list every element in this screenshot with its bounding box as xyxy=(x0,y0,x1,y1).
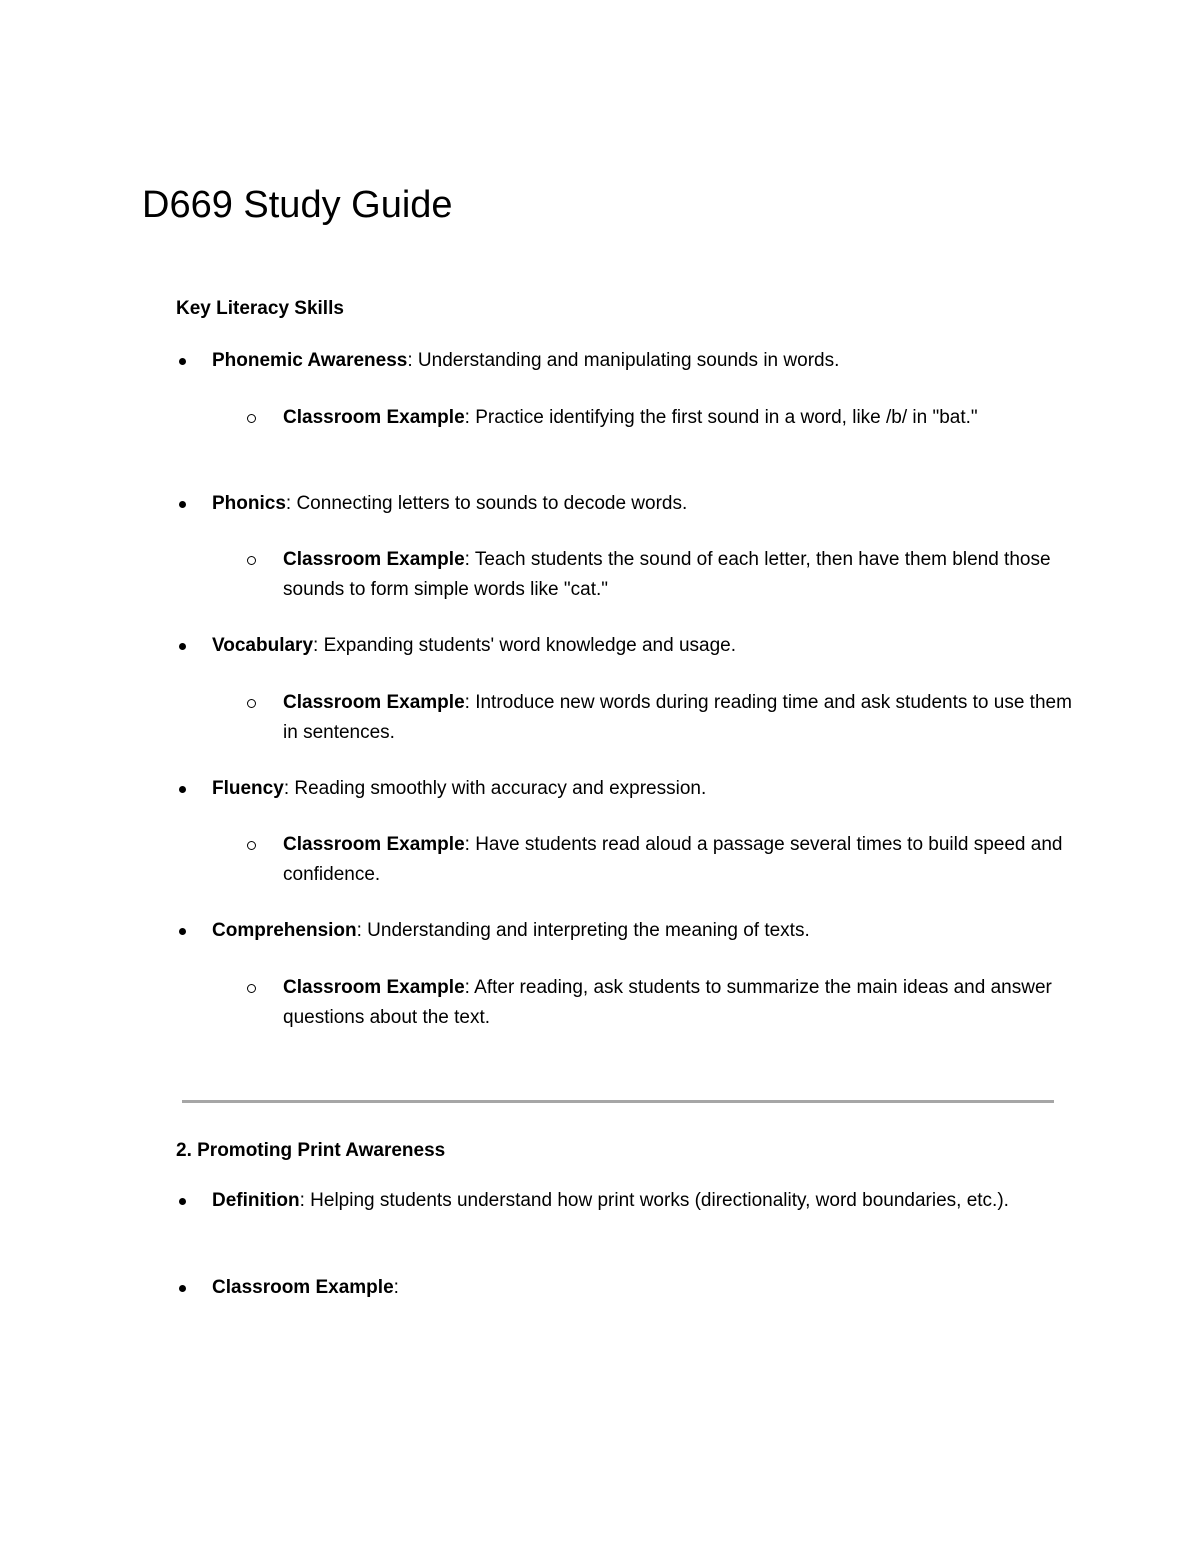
bullet-circle-icon xyxy=(247,414,256,423)
sub-item-classroom-example xyxy=(283,973,1073,1033)
section-heading-print-awareness: 2. Promoting Print Awareness xyxy=(176,1140,446,1161)
example-term: Classroom Example xyxy=(283,549,465,570)
example-term: Classroom Example xyxy=(283,834,465,855)
item-term: Definition xyxy=(212,1190,300,1211)
item-description: : Understanding and manipulating sounds in words. xyxy=(407,350,840,371)
item-term: Vocabulary xyxy=(212,635,314,656)
example-description: : Introduce new words during reading time and ask students to use them in sentences. xyxy=(283,692,1072,743)
sub-item-classroom-example xyxy=(283,688,1073,748)
list-item-classroom-example xyxy=(212,1273,1072,1303)
list-item-definition xyxy=(212,1186,1072,1216)
item-description: : Helping students understand how print works (directionality, word boundaries, etc.). xyxy=(299,1190,1009,1211)
bullet-disc-icon xyxy=(179,358,186,365)
sub-item-classroom-example xyxy=(283,545,1073,605)
document-title: D669 Study Guide xyxy=(142,184,453,226)
list-item-phonemic-awareness xyxy=(212,346,1072,376)
sub-item-classroom-example xyxy=(283,403,1073,433)
item-description: : Reading smoothly with accuracy and expression. xyxy=(283,778,707,799)
list-item-fluency xyxy=(212,774,1072,804)
bullet-disc-icon xyxy=(179,1285,186,1292)
item-description: : Expanding students' word knowledge and usage. xyxy=(313,635,737,656)
item-term: Comprehension xyxy=(212,920,357,941)
example-term: Classroom Example xyxy=(283,692,465,713)
horizontal-divider xyxy=(182,1100,1054,1103)
bullet-circle-icon xyxy=(247,556,256,565)
item-term: Phonemic Awareness xyxy=(212,350,408,371)
example-description: : Teach students the sound of each letter, then have them blend those sounds to form simple words like "cat." xyxy=(283,549,1051,600)
list-item-comprehension xyxy=(212,916,1072,946)
item-term: Phonics xyxy=(212,493,286,514)
section-heading-key-literacy-skills: Key Literacy Skills xyxy=(176,298,344,319)
bullet-disc-icon xyxy=(179,786,186,793)
bullet-circle-icon xyxy=(247,699,256,708)
sub-item-classroom-example xyxy=(283,830,1073,890)
example-description: : After reading, ask students to summarize the main ideas and answer questions about the text. xyxy=(283,977,1052,1028)
item-term: Classroom Example xyxy=(212,1277,394,1298)
item-term: Fluency xyxy=(212,778,284,799)
bullet-disc-icon xyxy=(179,1198,186,1205)
list-item-phonics xyxy=(212,489,1072,519)
item-description: : xyxy=(393,1277,399,1298)
bullet-circle-icon xyxy=(247,984,256,993)
example-term: Classroom Example xyxy=(283,977,465,998)
item-description: : Connecting letters to sounds to decode words. xyxy=(285,493,688,514)
item-description: : Understanding and interpreting the meaning of texts. xyxy=(356,920,810,941)
bullet-disc-icon xyxy=(179,643,186,650)
example-description: : Have students read aloud a passage several times to build speed and confidence. xyxy=(283,834,1063,885)
example-term: Classroom Example xyxy=(283,407,465,428)
example-description: : Practice identifying the first sound in a word, like /b/ in "bat." xyxy=(464,407,978,428)
bullet-disc-icon xyxy=(179,928,186,935)
bullet-disc-icon xyxy=(179,501,186,508)
list-item-vocabulary xyxy=(212,631,1072,661)
bullet-circle-icon xyxy=(247,841,256,850)
